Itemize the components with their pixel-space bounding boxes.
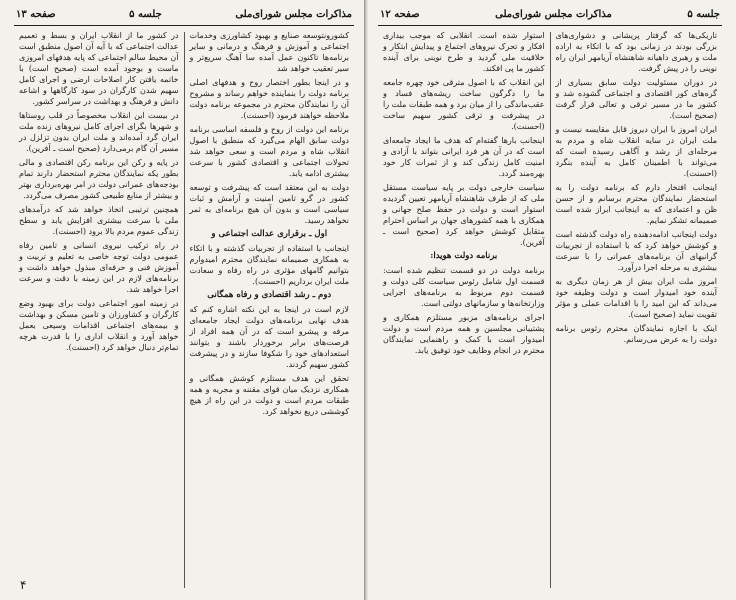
paragraph: دولت به این معتقد است که پیشرفت و توسعه کشور در گرو تامین امنیت و آرامش و ثبات سیاسی است و بدون آن هیچ برنامه‌ای به ثمر نخواهد رسید. bbox=[189, 183, 349, 225]
right-page-columns bbox=[378, 30, 722, 590]
paragraph: برنامه این دولت از روح و فلسفه اساسی برنامه دولت سابق الهام می‌گیرد که منطبق با اصول انقلاب شاه و مردم است و سعی خواهد شد تحولات اجتماعی و اقتصادی کشور با سرعت بیشتری ادامه یابد. bbox=[189, 125, 349, 178]
paragraph: اجرای برنامه‌های مزبور مستلزم همکاری و پشتیبانی مجلسین و همه مردم است و دولت امیدوار است با کمک و راهنمایی نمایندگان محترم در انجام وظایف خود توفیق یابد. bbox=[383, 313, 545, 355]
paragraph: استوار شده است. انقلابی که موجب بیداری افکار و تحرک نیروهای اجتماع و پیدایش ابتکار و خلاقیت ملی گردید و طرح نوینی برای آینده کشور ما پی افکند. bbox=[383, 31, 545, 73]
paragraph: در پایه و رکن این برنامه رکن اقتصادی و مالی بطور یکه نمایندگان محترم استحضار دارند تمام بودجه‌های عمرانی دولت در امر بهره‌برداری بهتر و بیشتر از منابع طبیعی کشور مصرف می‌گردد. bbox=[19, 158, 179, 200]
paragraph: برنامه دولت در دو قسمت تنظیم شده است: قسمت اول شامل رئوس سیاست کلی دولت و قسمت دوم مربوط به برنامه‌های اجرایی وزارتخانه‌ها و سازمانهای دولتی است. bbox=[383, 266, 545, 308]
right-page-header bbox=[378, 8, 722, 26]
paragraph: تاریکی‌ها که گرفتار پریشانی و دشواری‌های بزرگی بودند در زمانی بود که با اتکاء به اراده ملت و رهبری داهیانه شاهنشاه آریامهر ایران راه نوینی را در پیش گرفت. bbox=[555, 31, 717, 73]
paragraph: لازم است در اینجا به این نکته اشاره کنم که هدف نهایی برنامه‌های دولت ایجاد جامعه‌ای مرفه و پیشرو است که در آن همه افراد از فرصت‌های برابر برخوردار باشند و بتوانند استعدادهای خود را شکوفا سازند و در پیشرفت کشور سهیم گردند. bbox=[189, 305, 349, 369]
section-heading: اول ـ برقراری عدالت اجتماعی و bbox=[211, 229, 328, 239]
paragraph: این انقلاب که با اصول مترقی خود چهره جامعه ما را دگرگون ساخت ریشه‌های فساد و عقب‌ماندگی را از میان برد و همه طبقات ملت را در پیشرفت و ترقی کشور سهیم ساخت (احسنت). bbox=[383, 78, 545, 131]
paragraph: همچنین ترتیبی اتخاذ خواهد شد که درآمدهای ملی با سرعت بیشتری افزایش یابد و سطح زندگی عموم مردم بالا برود (احسنت). bbox=[19, 205, 179, 236]
right-page-right-column bbox=[551, 30, 723, 590]
left-page-session: جلسه ۵ bbox=[129, 9, 162, 20]
right-page-session: جلسه ۵ bbox=[687, 9, 720, 20]
left-page bbox=[0, 0, 364, 600]
paragraph: امروز ملت ایران بیش از هر زمان دیگری به آینده خود امیدوار است و دولت وظیفه خود می‌داند که این امید را با اقدامات عملی و مؤثر تقویت نماید (صحیح است). bbox=[555, 277, 717, 319]
section-heading: دوم ـ رشد اقتصادی و رفاه همگانی bbox=[207, 290, 332, 300]
paragraph: اینجانب بارها گفته‌ام که هدف ما ایجاد جامعه‌ای است که در آن هر فرد ایرانی بتواند با آزادی و امنیت کامل زندگی کند و از ثمرات کار خود بهره‌مند گردد. bbox=[383, 136, 545, 178]
right-page-left-column bbox=[378, 30, 550, 590]
section-heading: برنامه دولت هویدا: bbox=[430, 251, 498, 261]
paragraph: اینجانب افتخار دارم که برنامه دولت را به استحضار نمایندگان محترم برسانم و از حسن ظن و اعتمادی که به اینجانب ابراز شده است صمیمانه تشکر نمایم. bbox=[555, 183, 717, 225]
left-page-number: صفحه ۱۳ bbox=[16, 9, 56, 20]
paragraph: اینک با اجازه نمایندگان محترم رئوس برنامه دولت را به عرض می‌رسانم. bbox=[555, 324, 717, 344]
paragraph: ایران امروز با ایران دیروز قابل مقایسه نیست و ملت ایران در سایه انقلاب شاه و مردم به مرحله‌ای از رشد و آگاهی رسیده است که می‌تواند با اطمینان کامل به آینده بنگرد (احسنت). bbox=[555, 125, 717, 178]
left-page-columns bbox=[14, 30, 354, 590]
left-page-title: مذاکرات مجلس شورای‌ملی bbox=[235, 9, 352, 20]
page-footer-mark: ۴ bbox=[20, 578, 27, 592]
paragraph: کشورونتوسعه صنایع و بهبود کشاورزی وخدمات اجتماعی و آموزش و فرهنگ و درمانی و ساير برنامه‌ها تاکنون عمل آمده سا آهنگ سریع‌تر و سیر تعقیب خواهد شد bbox=[189, 31, 349, 73]
paragraph: تحقق این هدف مستلزم کوشش همگانی و همکاری نزدیک میان قوای مقننه و مجریه و همه طبقات مردم است و دولت در این راه از هیچ کوششی دریغ نخواهد کرد. bbox=[189, 374, 349, 416]
paragraph: در بیست این انقلاب مخصوصاً در قلب روستاها و شهرها بگرای اجرای کامل نیروهای زنده ملت ایران گرد آمده‌اند و ملت ایران بدون تزلزل در مسیر آن گام برمی‌دارد (صحیح است ـ آفرین). bbox=[19, 111, 179, 153]
paragraph: در کشور ما از انقلاب ایران و بسط و تعمیم عدالت اجتماعی که با آیه آن اصول منطبق است آن محیط سالم اجتماعی که پایه هدفهای امروزی ماست و بوجود آمده است (صحیح است) با خاتمه یافتن کار اصلاحات ارضی و اجرای کامل سهیم شدن کارگران در سود کارگاهها و اشاعه دانش و فرهنگ و بهداشت در سراسر کشور. bbox=[19, 31, 179, 106]
left-page-left-column bbox=[14, 30, 184, 590]
right-page-number: صفحه ۱۲ bbox=[380, 9, 420, 20]
left-page-header bbox=[14, 8, 354, 26]
paragraph: در راه ترکیب نیروی انسانی و تامین رفاه عمومی دولت توجه خاصی به تعلیم و تربیت و آموزش فنی و حرفه‌ای مبذول خواهد داشت و برنامه‌های لازم در این زمینه با دقت و سرعت اجرا خواهد شد. bbox=[19, 241, 179, 294]
paragraph: و در اینجا بطور اختصار روح و هدفهای اصلی برنامه دولت را بنماینده خواهم رساند و مشروح آن را نمایندگان محترم در مجموعه برنامه دولت ملاحظه خواهند فرمود (احسنت). bbox=[189, 78, 349, 120]
left-page-right-column bbox=[185, 30, 355, 590]
paragraph: در زمینه امور اجتماعی دولت برای بهبود وضع کارگران و کشاورزان و تامین مسکن و بهداشت و بیمه‌های اجتماعی اقدامات وسیعی بعمل خواهد آورد و انقلاب اداری را با قدرت هرچه تمام‌تر دنبال خواهد کرد (احسنت). bbox=[19, 299, 179, 352]
paragraph: دولت اینجانب ادامه‌دهنده راه دولت گذشته است و کوشش خواهد کرد که با استفاده از تجربیات گرانبهای آن برنامه‌های عمرانی را با سرعت بیشتری به مرحله اجرا درآورد. bbox=[555, 230, 717, 272]
paragraph: در دوران مسئولیت دولت سابق بسیاری از گره‌های کور اقتصادی و اجتماعی گشوده شد و کشور ما در مسیر ترقی و تعالی قرار گرفت (صحیح است). bbox=[555, 78, 717, 120]
right-page bbox=[368, 0, 736, 600]
column-divider bbox=[550, 32, 551, 588]
right-page-title: مذاکرات مجلس شورای‌ملی bbox=[495, 9, 612, 20]
column-divider bbox=[184, 32, 185, 588]
paragraph: اینجانب با استفاده از تجربیات گذشته و با اتکاء به همکاری صمیمانه نمایندگان محترم امیدوارم بتوانیم گامهای مؤثری در راه رفاه و سعادت ملت ایران برداریم (احسنت). bbox=[189, 244, 349, 286]
paragraph: سیاست خارجی دولت بر پایه سیاست مستقل ملی که از طرف شاهنشاه آریامهر تعیین گردیده استوار است و دولت در حفظ صلح جهانی و همکاری با همه کشورهای جهان بر اساس احترام متقابل کوشش خواهد کرد (صحیح است ـ آفرین). bbox=[383, 183, 545, 247]
